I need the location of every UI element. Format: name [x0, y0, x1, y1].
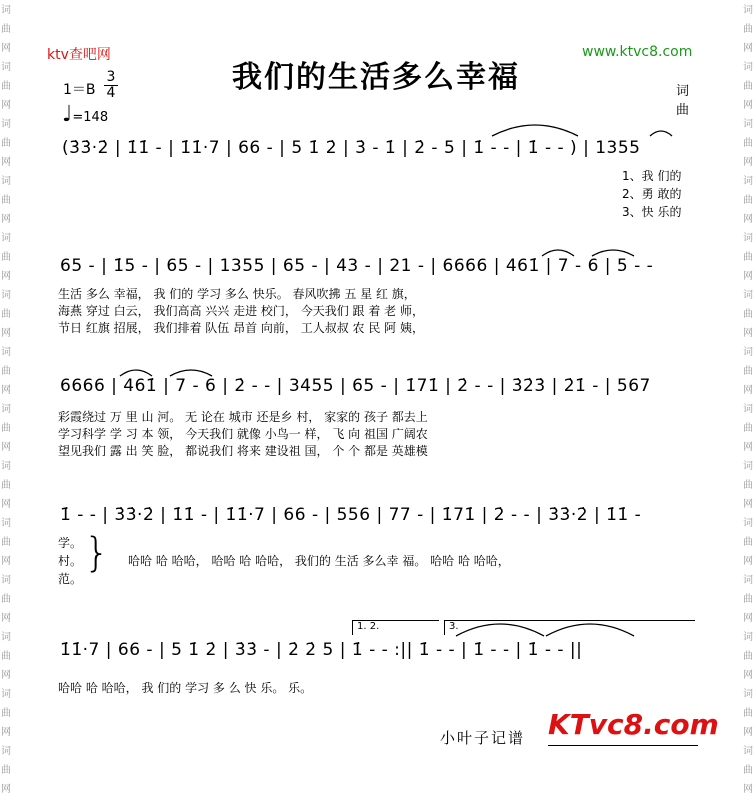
verse-1-line-2: 生活 多么 幸福， 我 们的 学习 多么 快乐。 春风吹拂 五 星 红 旗，	[58, 287, 416, 301]
side-watermark-char: 曲	[743, 765, 753, 776]
site-url-right[interactable]: www.ktvc8.com	[582, 44, 693, 60]
lyricist-credit: 词	[676, 84, 690, 99]
side-watermark-char: 曲	[1, 195, 11, 206]
verse-1-line-3: 彩霞绕过 万 里 山 河。 无 论在 城市 还是乡 村， 家家的 孩子 都去上	[58, 410, 428, 424]
verse-3-end: 范。	[58, 572, 83, 586]
watermark-underline	[548, 745, 698, 746]
side-watermark-char: 词	[1, 233, 11, 244]
ktvc8-watermark-logo: KTvc8.com	[548, 708, 719, 741]
side-watermark-char: 词	[1, 689, 11, 700]
side-watermark-char: 词	[1, 746, 11, 757]
verse-2-line-2: 海燕 穿过 白云， 我们高高 兴兴 走进 校门， 今天我们 跟 着 老 师，	[58, 304, 424, 318]
tie-arc	[168, 364, 214, 378]
side-watermark-char: 网	[1, 328, 11, 339]
side-watermark-char: 网	[743, 442, 753, 453]
side-watermark-char: 词	[1, 290, 11, 301]
chorus-lyrics-line-4: 哈哈 哈 哈哈， 哈哈 哈 哈哈， 我们的 生活 多么幸 福。 哈哈 哈 哈哈，	[128, 554, 510, 568]
side-watermark-char: 网	[1, 214, 11, 225]
verse-3-line-3: 望见我们 露 出 笑 脸， 都说我们 将来 建设祖 国， 个 个 都是 英雄模	[58, 444, 428, 458]
side-watermark-char: 网	[1, 442, 11, 453]
verse-2-start: 2、勇 敢的	[622, 187, 682, 201]
side-watermark-char: 词	[1, 5, 11, 16]
side-watermark-char: 曲	[1, 24, 11, 35]
side-watermark-char: 网	[743, 214, 753, 225]
side-watermark-char: 词	[743, 689, 753, 700]
verse-1-start: 1、我 们的	[622, 169, 682, 183]
transcriber-credit: 小叶子记谱	[440, 729, 526, 747]
side-watermark-char: 词	[743, 290, 753, 301]
volta-3-label: 3.	[449, 621, 459, 632]
side-watermark-char: 曲	[1, 252, 11, 263]
tie-arc	[454, 616, 546, 638]
composer-credit: 曲	[676, 103, 690, 118]
verse-2-line-3: 学习科学 学 习 本 领， 今天我们 就像 小鸟一 样， 飞 向 祖国 广阔农	[58, 427, 428, 441]
side-watermark-char: 网	[743, 499, 753, 510]
volta-1-label: 1. 2.	[357, 621, 380, 632]
side-watermark-char: 词	[743, 575, 753, 586]
side-watermark-char: 曲	[1, 765, 11, 776]
side-watermark-char: 词	[1, 119, 11, 130]
side-watermark-char: 词	[1, 518, 11, 529]
side-watermark-char: 网	[743, 157, 753, 168]
side-watermark-char: 网	[1, 670, 11, 681]
side-watermark-char: 曲	[743, 252, 753, 263]
side-watermark-char: 曲	[1, 309, 11, 320]
side-watermark-char: 词	[743, 62, 753, 73]
side-watermark-char: 曲	[1, 138, 11, 149]
side-watermark-char: 曲	[1, 537, 11, 548]
side-watermark-char: 曲	[743, 24, 753, 35]
side-watermark-char: 网	[743, 784, 753, 795]
site-logo-left[interactable]: ktv查吧网	[47, 47, 111, 63]
side-watermark-char: 曲	[1, 651, 11, 662]
tempo-marking	[62, 104, 108, 126]
side-watermark-char: 词	[743, 5, 753, 16]
side-watermark-char: 曲	[1, 81, 11, 92]
side-watermark-char: 曲	[743, 651, 753, 662]
verse-3-start: 3、快 乐的	[622, 205, 682, 219]
tie-arc	[118, 364, 154, 378]
song-title: 我们的生活多么幸福	[232, 60, 520, 95]
side-watermark-char: 曲	[743, 81, 753, 92]
side-watermark-char: 词	[743, 461, 753, 472]
side-watermark-char: 词	[743, 404, 753, 415]
tie-arc	[590, 244, 636, 258]
side-watermark-char: 网	[1, 556, 11, 567]
side-watermark-char: 网	[743, 670, 753, 681]
side-watermark-char: 网	[743, 271, 753, 282]
side-watermark-char: 词	[743, 518, 753, 529]
tie-arc	[540, 244, 576, 258]
side-watermark-char: 网	[1, 613, 11, 624]
side-watermark-char: 词	[1, 632, 11, 643]
side-watermark-char: 词	[743, 632, 753, 643]
side-watermark-char: 曲	[1, 594, 11, 605]
notation-line-5: 1̇1̇·7 | 66 - | 5 1̇ 2̇ | 3̇3̇ - | 2̇ 2̇ 5 | 1̇ - - :|| 1̇ - - | 1̇ - - | 1̇ - - ||	[60, 640, 583, 660]
meter-bottom: 4	[106, 85, 116, 101]
notation-line-2: 65 - | 1̇5 - | 65 - | 1355 | 65 - | 43 - | 21 - | 6666 | 461̇ | 7 - 6 | 5 - -	[60, 256, 654, 276]
side-watermark-char: 网	[1, 100, 11, 111]
left-watermark-strip	[0, 0, 14, 798]
side-watermark-char: 网	[1, 43, 11, 54]
side-watermark-char: 网	[1, 157, 11, 168]
key-signature: 1＝B	[63, 82, 96, 98]
side-watermark-char: 曲	[743, 309, 753, 320]
verse-1-end: 学。	[58, 536, 83, 550]
side-watermark-char: 网	[743, 328, 753, 339]
notation-line-3: 6666 | 461̇ | 7 - 6 | 2̇ - - | 3455 | 65 - | 1̇71̇ | 2̇ - - | 3̇2̇3̇ | 2̇1̇ - | 567	[60, 376, 651, 396]
side-watermark-char: 词	[743, 347, 753, 358]
volta-1	[352, 620, 439, 635]
side-watermark-char: 词	[1, 347, 11, 358]
side-watermark-char: 网	[743, 43, 753, 54]
quarter-note-icon: ♩	[62, 102, 73, 127]
side-watermark-char: 曲	[743, 138, 753, 149]
side-watermark-char: 曲	[743, 594, 753, 605]
side-watermark-char: 网	[743, 100, 753, 111]
side-watermark-char: 词	[1, 404, 11, 415]
side-watermark-char: 词	[1, 575, 11, 586]
side-watermark-char: 网	[743, 613, 753, 624]
side-watermark-char: 词	[743, 176, 753, 187]
verse-brace: }	[84, 530, 110, 576]
side-watermark-char: 曲	[743, 708, 753, 719]
side-watermark-char: 词	[743, 746, 753, 757]
notation-line-4: 1̇ - - | 3̇3̇·2̇ | 1̇1̇ - | 1̇1̇·7 | 66 - | 556 | 77 - | 1̇71̇ | 2̇ - - | 3̇3̇·2̇ | 1̇1̇ -	[60, 505, 642, 525]
side-watermark-char: 词	[1, 461, 11, 472]
side-watermark-char: 网	[743, 385, 753, 396]
side-watermark-char: 网	[1, 499, 11, 510]
side-watermark-char: 曲	[743, 366, 753, 377]
side-watermark-char: 网	[1, 727, 11, 738]
side-watermark-char: 曲	[1, 480, 11, 491]
side-watermark-char: 网	[743, 727, 753, 738]
side-watermark-char: 网	[743, 556, 753, 567]
tempo-value: =148	[72, 110, 109, 125]
verse-2-end: 村。	[58, 554, 83, 568]
side-watermark-char: 曲	[743, 423, 753, 434]
tie-arc	[648, 126, 674, 138]
side-watermark-char: 词	[1, 176, 11, 187]
notation-line-1: (3̇3̇·2̇ | 1̇1̇ - | 1̇1̇·7 | 66 - | 5 1̇ 2̇ | 3̇ - 1̇ | 2̇ - 5 | 1̇ - - | 1̇ - - ) | 1355	[62, 138, 641, 158]
side-watermark-char: 网	[1, 784, 11, 795]
tie-arc	[544, 616, 636, 638]
side-watermark-char: 网	[1, 271, 11, 282]
side-watermark-char: 词	[743, 119, 753, 130]
side-watermark-char: 曲	[1, 708, 11, 719]
time-signature	[104, 70, 118, 101]
side-watermark-char: 曲	[743, 480, 753, 491]
side-watermark-char: 曲	[743, 195, 753, 206]
chorus-lyrics-line-5: 哈哈 哈 哈哈， 我 们的 学习 多 么 快 乐。 乐。	[58, 681, 313, 695]
side-watermark-char: 网	[1, 385, 11, 396]
meter-top: 3	[106, 69, 116, 85]
right-watermark-strip	[742, 0, 756, 798]
side-watermark-char: 词	[743, 233, 753, 244]
side-watermark-char: 曲	[1, 366, 11, 377]
side-watermark-char: 词	[1, 62, 11, 73]
verse-3-line-2: 节日 红旗 招展， 我们排着 队伍 昂首 向前， 工人叔叔 农 民 阿 姨，	[58, 321, 424, 335]
side-watermark-char: 曲	[1, 423, 11, 434]
side-watermark-char: 曲	[743, 537, 753, 548]
tie-arc	[490, 118, 580, 138]
